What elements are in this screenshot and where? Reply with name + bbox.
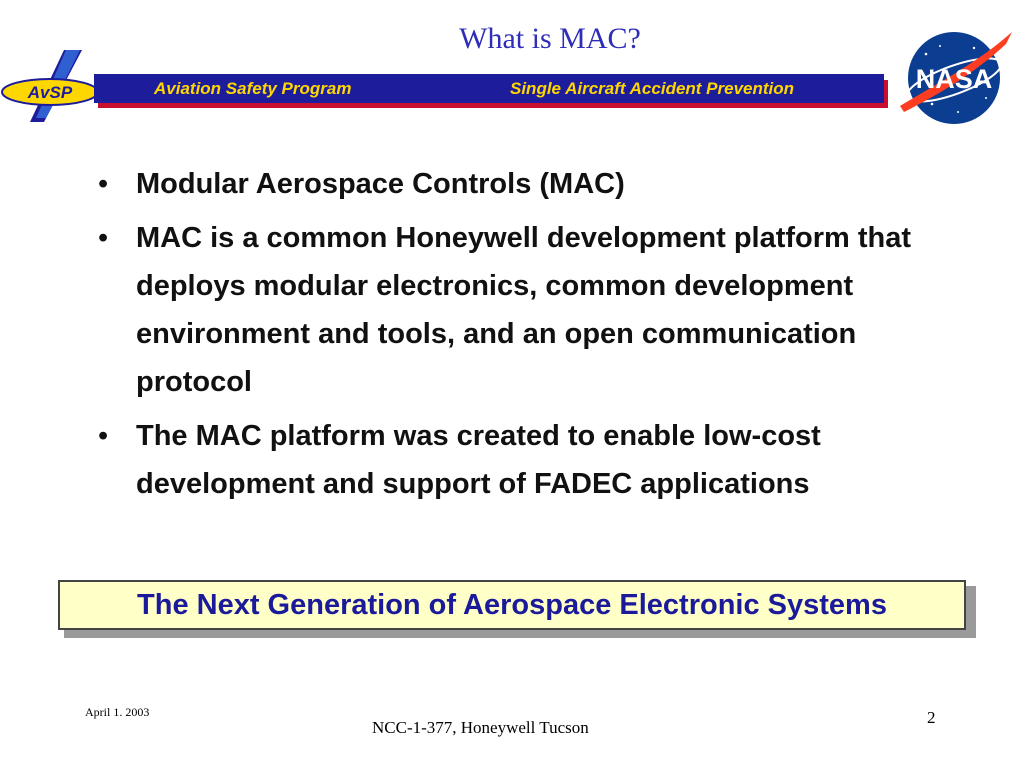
avsp-logo-text: AvSP	[27, 83, 73, 102]
footer-date: April 1. 2003	[85, 705, 150, 719]
program-banner	[94, 74, 884, 103]
bullet-text: The MAC platform was created to enable low-cost development and support of FADEC applications	[136, 420, 821, 500]
bullet-item	[96, 412, 966, 508]
bullet-list	[96, 160, 966, 514]
bullet-marker: •	[98, 420, 109, 452]
banner-left-label: Aviation Safety Program	[154, 79, 352, 98]
slide-title: What is MAC?	[459, 22, 641, 55]
bullet-item	[96, 214, 966, 406]
nasa-logo	[896, 24, 1014, 128]
nasa-logo-text: NASA	[915, 64, 993, 94]
bullet-text: MAC is a common Honeywell development platform that deploys modular electronics, common development environment and tools, and an open communication protocol	[136, 222, 912, 398]
bullet-marker: •	[98, 168, 109, 200]
banner-right-label: Single Aircraft Accident Prevention	[510, 79, 795, 98]
bullet-marker: •	[98, 222, 109, 254]
bullet-text: Modular Aerospace Controls (MAC)	[136, 168, 625, 200]
callout-box: The Next Generation of Aerospace Electronic Systems	[58, 580, 966, 630]
footer-center-text: NCC-1-377, Honeywell Tucson	[372, 718, 589, 737]
bullet-item	[96, 160, 966, 208]
page-number: 2	[927, 708, 936, 727]
